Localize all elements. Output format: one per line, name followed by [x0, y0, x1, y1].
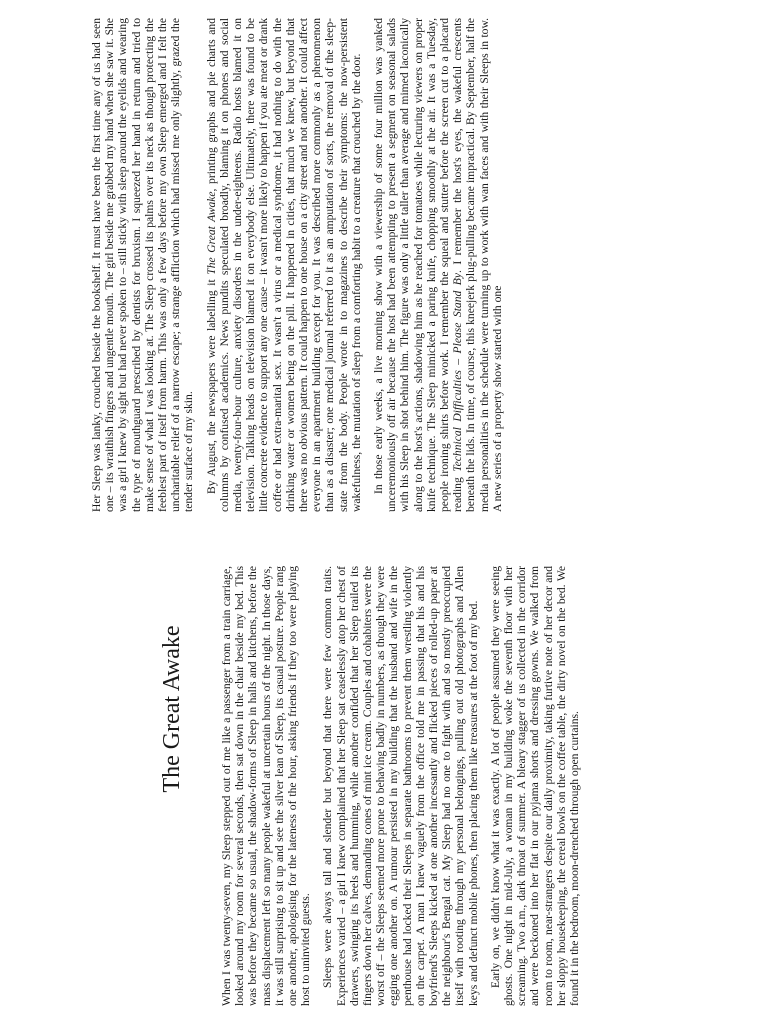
text-run: By August, the newspapers were labelling it	[204, 274, 218, 494]
emphasis: The Great Awake	[204, 191, 218, 275]
emphasis: Technical Difficulties – Please Stand By	[451, 272, 465, 472]
paragraph: Early on, we didn't know what it was exactly. A lot of people assumed they were seeing ghosts. One night in mid-July, a woman in my building woke the seventh floor with her screaming. Two a.m., dark throat of summer. A bleary stagger of us collected in the corridor and were beckoned into her flat in our pyjama shorts and dressing gowns. We walked from room to room, near-strangers despite our daily proximity, taking furtive note of her decor and her sloppy housekeeping, the cereal bowls on the coffee table, the dirty novel on the bed. We found it in the bedroom, moon-drenched through open curtains.	[488, 566, 582, 1006]
text-run: In those early weeks, a live morning show with a viewership of some four million was yanked unceremoniously off air because the host had been attempting to present a segment on seasonal salads with his Sleep in shot behind him. The figure was only a little taller than average and mimed laconically along to the host's actions, shadowing him as he reached for tomatoes while lecturing viewers on proper knife technique. The Sleep mimicked a paring knife, chopping smoothly at the air. It was a Tuesday, people ironing shirts before work. I remember the squeal and stutter before the screen cut to a placard reading	[372, 18, 465, 512]
page-title: The Great Awake	[159, 625, 185, 793]
right-column	[90, 18, 504, 512]
paragraph: Sleeps were always tall and slender but beyond that there were few common traits. Experiences varied – a girl I knew complained that her Sleep sat ceaselessly atop her chest of drawers, swinging its heels and humming, while another confided that her Sleep trailed its fingers down her calves, demanding cones of mint ice cream. Couples and cohabiters were the worst off – the Sleeps seemed more prone to behaving badly in numbers, as though they were egging one another on. A rumour persisted in my building that the husband and wife in the penthouse had locked their Sleeps in separate bathrooms to prevent them wrestling violently on the carpet. A man I knew vaguely from the office told me in passing that his and his boyfriend's Sleeps kicked at one another incessantly and flicked pieces of rolled-up paper at the neighbour's Bengal cat. My Sleep had no one to fight with and so mostly preoccupied itself with rooting through my personal belongings, pulling out old photographs and Allen keys and defunct mobile phones, then placing them like treasures at the foot of my bed.	[321, 566, 480, 1006]
paragraph: When I was twenty-seven, my Sleep stepped out of me like a passenger from a train carriage, looked around my room for several seconds, then sat down in the chair beside my bed. This was before they became so usual, the shadow-forms of Sleep in halls and kitchens, before the mass displacement left so many people wakeful at uncertain hours of the night. In those days, it was still surprising to sit up and see the silver lean of Sleep, its casual posture. People rang one another, apologising for the lateness of the hour, asking friends if they too were playing host to uninvited guests.	[220, 566, 313, 1006]
left-column	[220, 566, 581, 1006]
paragraph	[205, 18, 363, 512]
text-run: , printing graphs and pie charts and columns by confused academics. News pundits speculated broadly, blaming it on phones and social media, twenty-four-hour culture, anxiety disorders in the under-eighteens. Radio hosts blamed it on television. Talking heads on television blamed it on everybody else. Ultimately, there was found to be little concrete evidence to support any one cause – it wasn't more likely to happen if you ate meat or drank coffee or had extra-marital sex. It wasn't a virus or a medical syndrome, it had nothing to do with the drinking water or women being on the pill. It happened in cities, that much we knew, but beyond that there was no obvious pattern. It could happen to one house on a city street and not another. It could affect everyone in an apartment building except for you. It was described more commonly as a phenomenon than as a disaster; one medical journal referred to it as an amputation of sorts, the removal of the sleep-state from the body. People wrote in to magazines to describe their symptoms: the now-persistent wakefulness, the mutation of sleep from a comforting habit to a creature that crouched by the door.	[204, 18, 363, 512]
paragraph	[372, 18, 504, 512]
paragraph: Her Sleep was lanky, crouched beside the bookshelf. It must have been the first time any of us had seen one – its wraithish fingers and ungentle mouth. The girl beside me grabbed my hand when she saw it. She was a girl I knew by sight but had never spoken to – still sticky with sleep around the eyelids and wearing the type of mouthguard prescribed by dentists for bruxism. I squeezed her hand in return and tried to make sense of what I was looking at. The Sleep crossed its palms over its neck as though protecting the feeblest part of itself from harm. This was only a few days before my own Sleep emerged and I felt the uncharitable relief of a narrow escape; a strange affliction which had missed me only slightly, grazed the tender surface of my skin.	[90, 18, 196, 512]
text-run: . I remember the host's eyes, the wakeful crescents beneath the lids. In time, of course, this kneejerk plug-pulling became impractical. By September, half the media personalities in the schedule were turning up to work with wan faces and with their Sleeps in tow. A new series of a property show started with one	[451, 18, 504, 512]
